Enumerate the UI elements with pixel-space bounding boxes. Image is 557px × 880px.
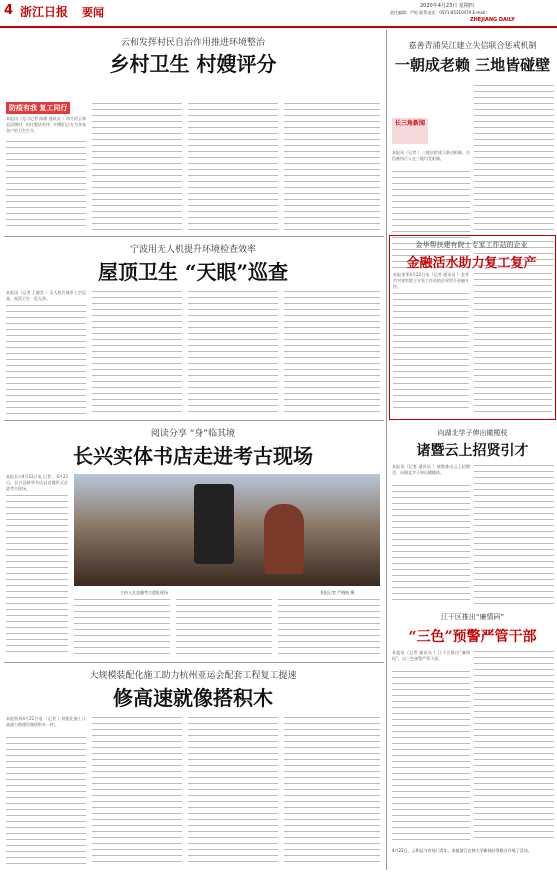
separator [4, 420, 384, 421]
right-2-kicker: 金华帮扶建有院士专家工作站的企业 [415, 241, 528, 249]
right-3-column-1 [392, 484, 470, 604]
article-3-column-4 [278, 598, 380, 654]
column-divider [386, 30, 387, 870]
article-2-lead: 本报讯（记者 王晓莹 ）无人机在城市上空巡查，屋顶卫生一览无余。 [6, 290, 86, 301]
phone-on-tripod [194, 484, 234, 564]
host-person [264, 504, 304, 574]
article-1-kicker: 云和发挥村民自治作用推进环境整治 [120, 38, 265, 48]
separator [4, 236, 384, 237]
article-3-column-1 [6, 494, 68, 654]
article-2-column-4 [284, 290, 380, 414]
article-1-tag: 防疫有我 复工同行 [6, 102, 70, 114]
article-1-headline: 乡村卫生 村嫂评分 [109, 52, 277, 76]
right-2-column-2 [474, 272, 552, 412]
article-2-column-2 [92, 290, 182, 414]
paper-name: 浙江日报 [20, 5, 69, 19]
right-4-column-2 [474, 650, 554, 840]
article-4-lead: 本报杭州4月22日电 （记者 ）装配化施工让高速公路建设像搭积木一样。 [6, 716, 86, 727]
article-3-kicker: 阅读分享 “身”临其境 [150, 429, 236, 439]
right-2-headline: 金融活水助力复工复产 [406, 256, 537, 271]
article-2-column-1 [6, 304, 86, 414]
photo-caption: 主持人在直播考古遗址现场 [120, 590, 168, 595]
article-3-lead: 本报长兴4月22日电 记者 ，4月22日，长兴县新华书店以直播形式走进考古现场。 [6, 474, 68, 491]
right-2-column-1 [393, 292, 469, 412]
right-1-lead: 本报讯（记者 ）三地法院建立联动机制，失信被执行人在三地均受限制。 [392, 150, 470, 161]
photo-credit: 本报记者 严晓航 摄 [320, 590, 355, 595]
separator [4, 662, 384, 663]
article-1-column-1 [6, 140, 86, 230]
right-4-kicker: 江干区推出“廉情码” [440, 613, 505, 621]
article-4-column-1 [6, 736, 86, 866]
article-1-lead: 本报讯（见习记者 陈朝 通讯员 ）四月的云和县清塘村，村庄整洁有序，村嫂们正在为各家各户的卫生打分。 [6, 116, 86, 133]
article-4-headline: 修高速就像搭积木 [113, 686, 273, 710]
article-1-column-4 [284, 102, 380, 230]
article-3-headline: 长兴实体书店走进考古现场 [73, 444, 313, 468]
bookstore-livestream-photo [74, 474, 380, 586]
article-2-headline: 屋顶卫生 “天眼”巡查 [98, 260, 288, 284]
issue-date: 2020年4月23日 星期四 [420, 3, 474, 9]
right-3-headline: 诸暨云上招贤引才 [416, 443, 529, 459]
right-1-kicker: 嘉善青浦吴江建立失信联合惩戒机制 [408, 41, 537, 50]
right-2-lead: 本报金华4月22日电（记者 通讯员 ）金华市对建有院士专家工作站的企业给予金融支持。 [393, 272, 469, 289]
right-4-headline: “三色”预警严管干部 [408, 629, 537, 645]
article-2-column-3 [188, 290, 278, 414]
footer-note: 4月22日，云和县与市场门青年，本报浙江农林大学新闻社等联合开展了活动。 [392, 848, 532, 853]
article-4-column-2 [92, 716, 182, 866]
right-4-column-1 [392, 670, 470, 840]
right-3-kicker: 向湖北学子伸出橄榄枝 [437, 429, 508, 437]
yangtze-delta-badge: 长三角新闻 [392, 118, 428, 144]
brand-label: ZHEJIANG DAILY [470, 17, 515, 23]
page-number: 4 [4, 3, 14, 18]
article-4-column-4 [284, 716, 380, 866]
article-1-column-3 [188, 102, 278, 230]
right-3-lead: 本报讯（记者 通讯员 ）诸暨推出云上招聘会，向湖北学子伸出橄榄枝。 [392, 464, 470, 475]
article-4-column-3 [188, 716, 278, 866]
editor-contacts: 责任编辑：严松 联系电话：0571-85310479 E-mail： [390, 10, 490, 15]
right-3-column-2 [474, 464, 554, 604]
article-2-kicker: 宁波用无人机提升环境检查效率 [129, 245, 256, 255]
article-3-column-2 [74, 598, 170, 654]
article-3-column-3 [176, 598, 272, 654]
right-1-headline: 一朝成老赖 三地皆碰壁 [394, 56, 551, 74]
article-4-kicker: 大规模装配化施工助力杭州亚运会配套工程复工提速 [89, 671, 297, 681]
article-1-column-2 [92, 102, 182, 230]
right-4-lead: 本报讯（记者 通讯员 ）江干区推出“廉情码”，以三色预警严管干部。 [392, 650, 470, 661]
section-name: 要闻 [82, 6, 104, 19]
